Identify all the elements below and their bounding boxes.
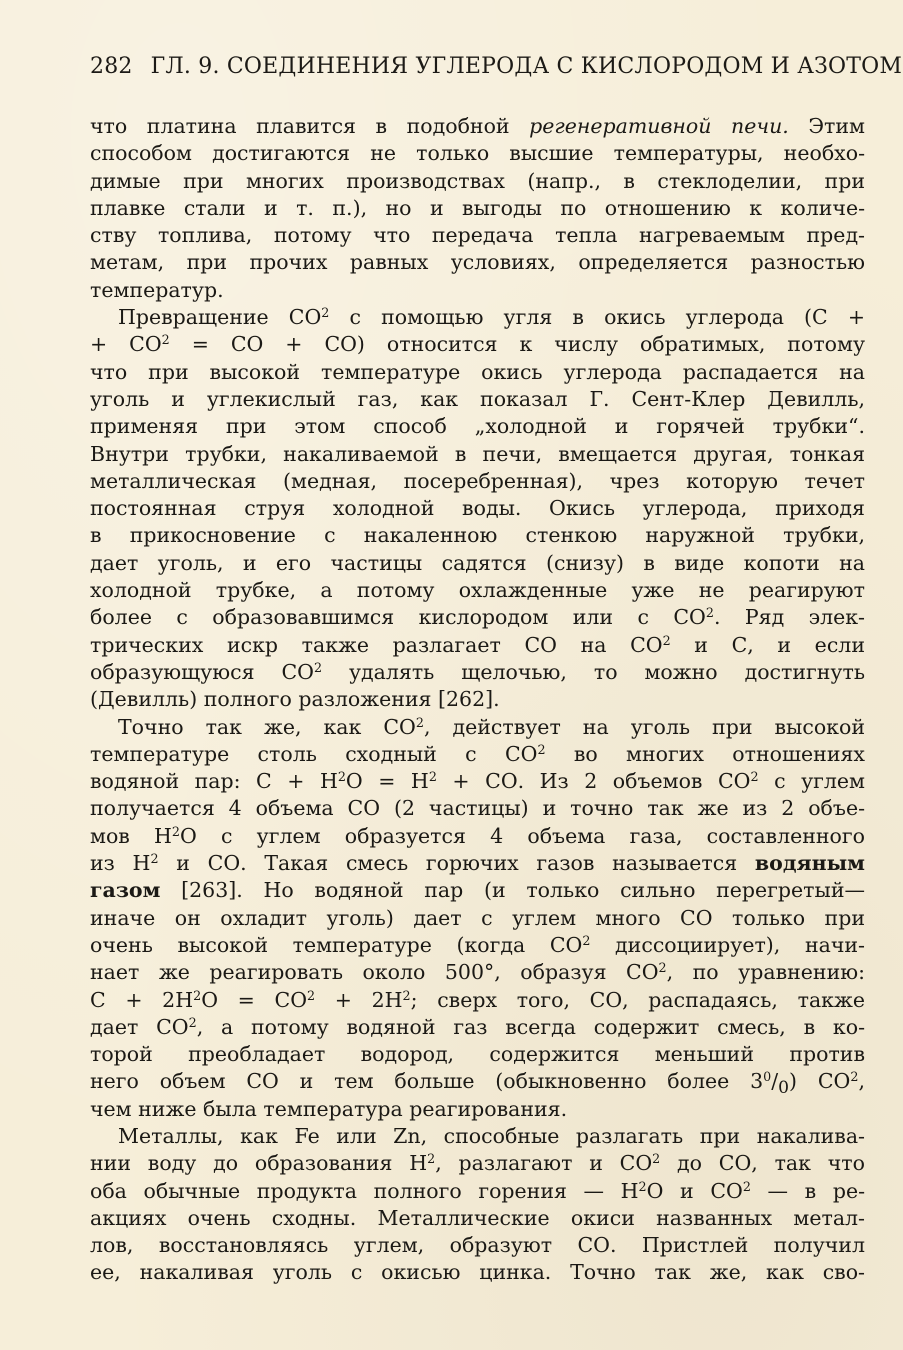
text-line: $С + 2Н^2О = СО^2 + 2Н^2$; сверх того, СО, распадаясь, также xyxy=(90,987,865,1012)
text-line: трических искр также разлагает СО на $СО^2$ и С, и если xyxy=(90,632,865,657)
text-line: нает же реагировать около 500°, образуя $СО^2$, по уравнению: xyxy=(90,960,865,985)
text-line: оба обычные продукта полного горения — $Н^2О$ и $СО^2$ — в ре- xyxy=(90,1178,865,1203)
chapter-title: ГЛ. 9. СОЕДИНЕНИЯ УГЛЕРОДА С КИСЛОРОДОМ И АЗОТОМ xyxy=(150,54,903,79)
text-line: Металлы, как Fe или Zn, способные разлагать при накалива- xyxy=(118,1123,865,1148)
text-line: ее, накаливая уголь с окисью цинка. Точно так же, как сво- xyxy=(90,1260,865,1285)
text-line: Превращение $СО^2$ с помощью угля в окись углерода (С + xyxy=(118,305,865,330)
text-line: водяной пар: $С + Н^2О = Н^2$ + СО. Из 2 объемов $СО^2$ с углем xyxy=(90,769,865,794)
text-line: Внутри трубки, накаливаемой в печи, вмещается другая, тонкая xyxy=(90,441,865,466)
text-line: дает $СО^2$, а потому водяной газ всегда содержит смесь, в ко- xyxy=(90,1014,865,1039)
text-line: газом [263]. Но водяной пар (и только сильно перегретый— xyxy=(90,878,865,903)
italic-term: регенеративной печи. xyxy=(529,114,789,138)
text-line: температур. xyxy=(90,277,224,302)
body-text xyxy=(90,113,865,1287)
text-line: иначе он охладит уголь) дает с углем много СО только при xyxy=(90,905,865,930)
text-line: димые при многих производствах (напр., в стеклоделии, при xyxy=(90,168,865,193)
text-line: более с образовавшимся кислородом или с $СО^2$. Ряд элек- xyxy=(90,605,865,630)
text-line: уголь и углекислый газ, как показал Г. Сент-Клер Девилль, xyxy=(90,386,865,411)
bold-term: газом xyxy=(90,878,161,903)
text-line: образующуюся $СО^2$ удалять щелочью, то можно достигнуть xyxy=(90,659,865,684)
text-line: нии воду до образования $Н^2$, разлагают и $СО^2$ до СО, так что xyxy=(90,1151,865,1176)
text-line: применяя при этом способ „холодной и горячей трубки“. xyxy=(90,414,865,439)
text-line: способом достигаются не только высшие температуры, необхо- xyxy=(90,141,865,166)
text-line: из $Н^2$ и СО. Такая смесь горючих газов называется водяным xyxy=(90,851,865,876)
text-line: лов, восстановляясь углем, образуют СО. Пристлей получил xyxy=(90,1233,865,1258)
text-line: метам, при прочих равных условиях, определяется разностью xyxy=(90,250,865,275)
text-line: мов $Н^2О$ с углем образуется 4 объема газа, составленного xyxy=(90,823,865,848)
text-line: постоянная струя холодной воды. Окись углерода, приходя xyxy=(90,496,865,521)
text-line: что платина плавится в подобной регенеративной печи. Этим xyxy=(90,114,865,138)
text-line: чем ниже была температура реагирования. xyxy=(90,1096,568,1121)
text-line: + $СО^2$ = СО + СО) относится к числу обратимых, потому xyxy=(90,332,865,357)
text-line: холодной трубке, а потому охлажденные уже не реагируют xyxy=(90,578,865,603)
page-number: 282 xyxy=(90,54,133,79)
text-line: температуре столь сходный с $СО^2$ во многих отношениях xyxy=(90,741,865,766)
text-line: ству топлива, потому что передача тепла нагреваемым пред- xyxy=(90,223,865,248)
text-line: плавке стали и т. п.), но и выгоды по отношению к количе- xyxy=(90,195,865,220)
bold-term: водяным xyxy=(754,851,865,876)
text-line: дает уголь, и его частицы садятся (снизу) в виде копоти на xyxy=(90,550,865,575)
text-line: очень высокой температуре (когда $СО^2$ диссоциирует), начи- xyxy=(90,932,865,957)
running-header xyxy=(90,54,903,79)
text-line: в прикосновение с накаленною стенкою наружной трубки, xyxy=(90,523,865,548)
text-line: получается 4 объема СО (2 частицы) и точно так же из 2 объе- xyxy=(90,796,865,821)
text-line: него объем СО и тем больше (обыкновенно более $3^0/_0$) $СО^2$, xyxy=(90,1069,865,1096)
text-line: акциях очень сходны. Металлические окиси названных метал- xyxy=(90,1205,865,1230)
text-line: торой преобладает водород, содержится меньший против xyxy=(90,1042,865,1067)
text-line: что при высокой температуре окись углерода распадается на xyxy=(90,359,865,384)
text-line: металлическая (медная, посеребренная), чрез которую течет xyxy=(90,468,865,493)
text-line: Точно так же, как $СО^2$, действует на уголь при высокой xyxy=(118,714,865,739)
text-line: (Девилль) полного разложения [262]. xyxy=(90,687,500,712)
